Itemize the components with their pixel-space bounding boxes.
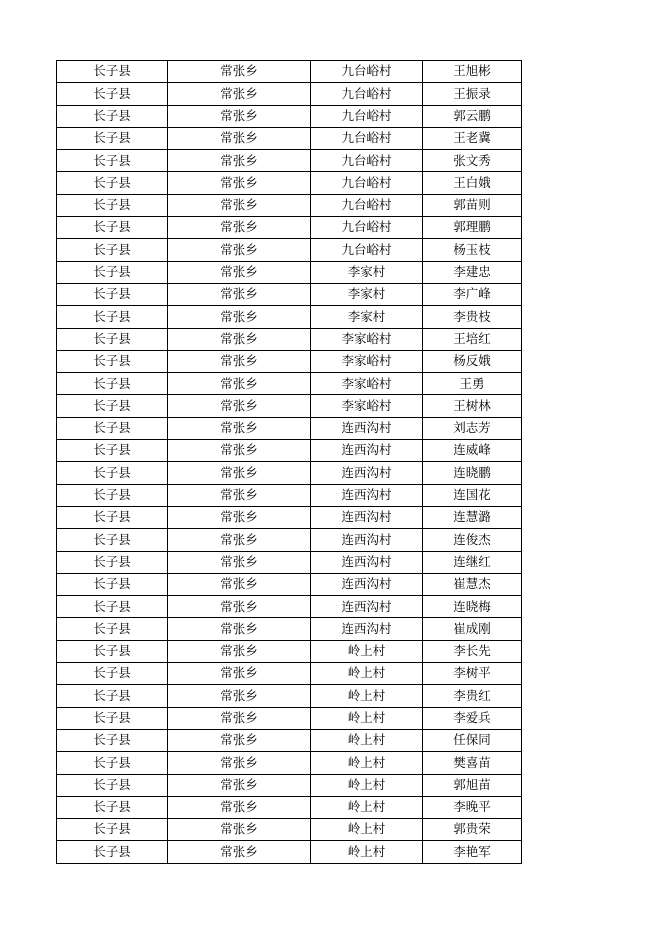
village-cell[interactable]: 连西沟村 [311, 529, 423, 551]
township-cell[interactable]: 常张乡 [168, 61, 311, 83]
township-cell[interactable]: 常张乡 [168, 796, 311, 818]
table-row [57, 752, 522, 774]
name-cell[interactable]: 连晓鹏 [423, 462, 522, 484]
name-cell[interactable]: 王旭彬 [423, 61, 522, 83]
table-row [57, 417, 522, 439]
county-cell[interactable]: 长子县 [57, 283, 168, 305]
township-cell[interactable]: 常张乡 [168, 484, 311, 506]
township-cell[interactable]: 常张乡 [168, 105, 311, 127]
name-cell[interactable]: 郭苗则 [423, 194, 522, 216]
village-cell[interactable]: 连西沟村 [311, 573, 423, 595]
village-cell[interactable]: 岭上村 [311, 663, 423, 685]
name-cell[interactable]: 任保同 [423, 729, 522, 751]
name-cell[interactable]: 郭贵荣 [423, 819, 522, 841]
name-cell[interactable]: 崔成刚 [423, 618, 522, 640]
table-row [57, 484, 522, 506]
county-cell[interactable]: 长子县 [57, 306, 168, 328]
township-cell[interactable]: 常张乡 [168, 551, 311, 573]
name-cell[interactable]: 刘志芳 [423, 417, 522, 439]
township-cell[interactable]: 常张乡 [168, 707, 311, 729]
table-row [57, 685, 522, 707]
village-cell[interactable]: 连西沟村 [311, 618, 423, 640]
county-cell[interactable]: 长子县 [57, 640, 168, 662]
table-row [57, 506, 522, 528]
township-cell[interactable]: 常张乡 [168, 640, 311, 662]
name-cell[interactable]: 李长先 [423, 640, 522, 662]
township-cell[interactable]: 常张乡 [168, 417, 311, 439]
village-cell[interactable]: 岭上村 [311, 752, 423, 774]
county-cell[interactable]: 长子县 [57, 663, 168, 685]
county-cell[interactable]: 长子县 [57, 83, 168, 105]
county-cell[interactable]: 长子县 [57, 774, 168, 796]
village-cell[interactable]: 岭上村 [311, 707, 423, 729]
table-row [57, 239, 522, 261]
village-cell[interactable]: 岭上村 [311, 729, 423, 751]
name-cell[interactable]: 李贵红 [423, 685, 522, 707]
table-row [57, 328, 522, 350]
village-cell[interactable]: 九台峪村 [311, 194, 423, 216]
name-cell[interactable]: 李贵枝 [423, 306, 522, 328]
township-cell[interactable]: 常张乡 [168, 841, 311, 863]
name-cell[interactable]: 郭理鹏 [423, 217, 522, 239]
village-cell[interactable]: 九台峪村 [311, 83, 423, 105]
table-row [57, 283, 522, 305]
village-cell[interactable]: 连西沟村 [311, 417, 423, 439]
village-cell[interactable]: 九台峪村 [311, 217, 423, 239]
village-cell[interactable]: 九台峪村 [311, 61, 423, 83]
village-cell[interactable]: 连西沟村 [311, 440, 423, 462]
county-cell[interactable]: 长子县 [57, 729, 168, 751]
county-cell[interactable]: 长子县 [57, 194, 168, 216]
table-row [57, 172, 522, 194]
table-row [57, 373, 522, 395]
village-cell[interactable]: 李家峪村 [311, 395, 423, 417]
village-cell[interactable]: 李家峪村 [311, 328, 423, 350]
township-cell[interactable]: 常张乡 [168, 306, 311, 328]
township-cell[interactable]: 常张乡 [168, 596, 311, 618]
county-cell[interactable]: 长子县 [57, 328, 168, 350]
township-cell[interactable]: 常张乡 [168, 685, 311, 707]
name-cell[interactable]: 连威峰 [423, 440, 522, 462]
village-cell[interactable]: 岭上村 [311, 774, 423, 796]
table-row [57, 819, 522, 841]
name-cell[interactable]: 李爱兵 [423, 707, 522, 729]
township-cell[interactable]: 常张乡 [168, 83, 311, 105]
county-cell[interactable]: 长子县 [57, 529, 168, 551]
table-row [57, 150, 522, 172]
county-cell[interactable]: 长子县 [57, 239, 168, 261]
county-cell[interactable]: 长子县 [57, 172, 168, 194]
table-row [57, 83, 522, 105]
village-cell[interactable]: 岭上村 [311, 841, 423, 863]
name-cell[interactable]: 崔慧杰 [423, 573, 522, 595]
table-row [57, 306, 522, 328]
township-cell[interactable]: 常张乡 [168, 150, 311, 172]
township-cell[interactable]: 常张乡 [168, 462, 311, 484]
county-cell[interactable]: 长子县 [57, 506, 168, 528]
village-cell[interactable]: 岭上村 [311, 640, 423, 662]
township-cell[interactable]: 常张乡 [168, 729, 311, 751]
township-cell[interactable]: 常张乡 [168, 328, 311, 350]
township-cell[interactable]: 常张乡 [168, 440, 311, 462]
village-cell[interactable]: 九台峪村 [311, 150, 423, 172]
name-cell[interactable]: 王老冀 [423, 127, 522, 149]
name-cell[interactable]: 杨反娥 [423, 350, 522, 372]
county-cell[interactable]: 长子县 [57, 573, 168, 595]
spreadsheet-body [57, 61, 522, 864]
name-cell[interactable]: 王勇 [423, 373, 522, 395]
table-row [57, 395, 522, 417]
township-cell[interactable]: 常张乡 [168, 819, 311, 841]
county-cell[interactable]: 长子县 [57, 551, 168, 573]
village-cell[interactable]: 李家峪村 [311, 350, 423, 372]
county-cell[interactable]: 长子县 [57, 707, 168, 729]
table-row [57, 796, 522, 818]
county-cell[interactable]: 长子县 [57, 127, 168, 149]
township-cell[interactable]: 常张乡 [168, 573, 311, 595]
table-row [57, 194, 522, 216]
county-cell[interactable]: 长子县 [57, 752, 168, 774]
table-row [57, 663, 522, 685]
township-cell[interactable]: 常张乡 [168, 172, 311, 194]
table-row [57, 61, 522, 83]
county-cell[interactable]: 长子县 [57, 685, 168, 707]
name-cell[interactable]: 张文秀 [423, 150, 522, 172]
county-cell[interactable]: 长子县 [57, 350, 168, 372]
township-cell[interactable]: 常张乡 [168, 217, 311, 239]
township-cell[interactable]: 常张乡 [168, 239, 311, 261]
table-row [57, 640, 522, 662]
table-row [57, 529, 522, 551]
village-cell[interactable]: 李家村 [311, 261, 423, 283]
village-cell[interactable]: 连西沟村 [311, 484, 423, 506]
county-cell[interactable]: 长子县 [57, 105, 168, 127]
county-cell[interactable]: 长子县 [57, 596, 168, 618]
table-row [57, 618, 522, 640]
village-cell[interactable]: 九台峪村 [311, 105, 423, 127]
village-cell[interactable]: 李家村 [311, 283, 423, 305]
county-cell[interactable]: 长子县 [57, 462, 168, 484]
spreadsheet-table [56, 60, 522, 864]
table-row [57, 573, 522, 595]
name-cell[interactable]: 连晓梅 [423, 596, 522, 618]
name-cell[interactable]: 李建忠 [423, 261, 522, 283]
county-cell[interactable]: 长子县 [57, 618, 168, 640]
township-cell[interactable]: 常张乡 [168, 283, 311, 305]
village-cell[interactable]: 九台峪村 [311, 127, 423, 149]
name-cell[interactable]: 郭旭苗 [423, 774, 522, 796]
table-row [57, 551, 522, 573]
table-row [57, 841, 522, 863]
table-row [57, 105, 522, 127]
village-cell[interactable]: 岭上村 [311, 796, 423, 818]
village-cell[interactable]: 岭上村 [311, 819, 423, 841]
name-cell[interactable]: 李艳军 [423, 841, 522, 863]
township-cell[interactable]: 常张乡 [168, 618, 311, 640]
township-cell[interactable]: 常张乡 [168, 774, 311, 796]
table-row [57, 217, 522, 239]
name-cell[interactable]: 李广峰 [423, 283, 522, 305]
township-cell[interactable]: 常张乡 [168, 350, 311, 372]
village-cell[interactable]: 九台峪村 [311, 239, 423, 261]
table-row [57, 350, 522, 372]
name-cell[interactable]: 王培红 [423, 328, 522, 350]
county-cell[interactable]: 长子县 [57, 373, 168, 395]
name-cell[interactable]: 连继红 [423, 551, 522, 573]
county-cell[interactable]: 长子县 [57, 440, 168, 462]
township-cell[interactable]: 常张乡 [168, 529, 311, 551]
county-cell[interactable]: 长子县 [57, 150, 168, 172]
township-cell[interactable]: 常张乡 [168, 194, 311, 216]
table-row [57, 127, 522, 149]
village-cell[interactable]: 连西沟村 [311, 551, 423, 573]
name-cell[interactable]: 杨玉枝 [423, 239, 522, 261]
county-cell[interactable]: 长子县 [57, 261, 168, 283]
name-cell[interactable]: 王树林 [423, 395, 522, 417]
table-row [57, 462, 522, 484]
name-cell[interactable]: 王振录 [423, 83, 522, 105]
table-row [57, 707, 522, 729]
township-cell[interactable]: 常张乡 [168, 663, 311, 685]
name-cell[interactable]: 王白娥 [423, 172, 522, 194]
table-row [57, 261, 522, 283]
county-cell[interactable]: 长子县 [57, 841, 168, 863]
name-cell[interactable]: 郭云鹏 [423, 105, 522, 127]
township-cell[interactable]: 常张乡 [168, 373, 311, 395]
county-cell[interactable]: 长子县 [57, 484, 168, 506]
village-cell[interactable]: 连西沟村 [311, 596, 423, 618]
township-cell[interactable]: 常张乡 [168, 261, 311, 283]
table-row [57, 729, 522, 751]
county-cell[interactable]: 长子县 [57, 217, 168, 239]
county-cell[interactable]: 长子县 [57, 819, 168, 841]
village-cell[interactable]: 李家峪村 [311, 373, 423, 395]
village-cell[interactable]: 连西沟村 [311, 462, 423, 484]
county-cell[interactable]: 长子县 [57, 395, 168, 417]
name-cell[interactable]: 连俊杰 [423, 529, 522, 551]
name-cell[interactable]: 连国花 [423, 484, 522, 506]
name-cell[interactable]: 樊喜苗 [423, 752, 522, 774]
township-cell[interactable]: 常张乡 [168, 752, 311, 774]
table-row [57, 440, 522, 462]
village-cell[interactable]: 连西沟村 [311, 506, 423, 528]
table-row [57, 774, 522, 796]
name-cell[interactable]: 连慧潞 [423, 506, 522, 528]
township-cell[interactable]: 常张乡 [168, 127, 311, 149]
name-cell[interactable]: 李晚平 [423, 796, 522, 818]
village-cell[interactable]: 九台峪村 [311, 172, 423, 194]
county-cell[interactable]: 长子县 [57, 796, 168, 818]
village-cell[interactable]: 李家村 [311, 306, 423, 328]
township-cell[interactable]: 常张乡 [168, 506, 311, 528]
village-cell[interactable]: 岭上村 [311, 685, 423, 707]
county-cell[interactable]: 长子县 [57, 417, 168, 439]
table-row [57, 596, 522, 618]
township-cell[interactable]: 常张乡 [168, 395, 311, 417]
county-cell[interactable]: 长子县 [57, 61, 168, 83]
name-cell[interactable]: 李树平 [423, 663, 522, 685]
